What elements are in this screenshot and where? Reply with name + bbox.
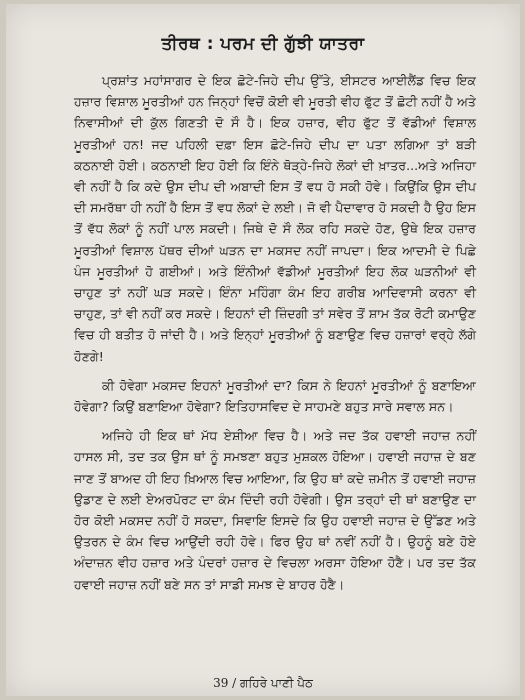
paragraph-2: ਕੀ ਹੋਵੇਗਾ ਮਕਸਦ ਇਹਨਾਂ ਮੂਰਤੀਆਂ ਦਾ? ਕਿਸ ਨੇ ਇਹਨਾਂ ਮੂਰਤੀਆਂ ਨੂੰ ਬਣਾਇਆ ਹੋਵੇਗਾ? ਕਿਉਂ ਬਣਾਇਆ ਹੋਵੇਗਾ? ਇਤਿਹਾਸਵਿਦ ਦੇ ਸਾਹਮਣੇ ਬਹੁਤ ਸਾਰੇ ਸਵਾਲ ਸਨ।: [74, 377, 476, 415]
paragraph-3: ਅਜਿਹੇ ਹੀ ਇਕ ਥਾਂ ਮੱਧ ਏਸ਼ੀਆ ਵਿਚ ਹੈ। ਅਤੇ ਜਦ ਤੱਕ ਹਵਾਈ ਜਹਾਜ਼ ਨਹੀਂ ਹਾਸਲ ਸੀ, ਤਦ ਤਕ ਉਸ ਥਾਂ ਨੂੰ ਸਮਝਣਾ ਬਹੁਤ ਮੁਸ਼ਕਲ ਹੋਇਆ। ਹਵਾਈ ਜਹਾਜ਼ ਦੇ ਬਣ ਜਾਣ ਤੋਂ ਬਾਅਦ ਹੀ ਇਹ ਖ਼ਿਆਲ ਵਿਚ ਆਇਆ, ਕਿ ਉਹ ਥਾਂ ਕਦੇ ਜ਼ਮੀਨ ਤੋਂ ਹਵਾਈ ਜਹਾਜ਼ ਉਡਾਣ ਦੇ ਲਈ ਏਅਰਪੋਰਟ ਦਾ ਕੰਮ ਦਿੰਦੀ ਰਹੀ ਹੋਵੇਗੀ। ਉਸ ਤਰ੍ਹਾਂ ਦੀ ਥਾਂ ਬਣਾਉਣ ਦਾ ਹੋਰ ਕੋਈ ਮਕਸਦ ਨਹੀਂ ਹੋ ਸਕਦਾ, ਸਿਵਾਇ ਇਸਦੇ ਕਿ ਉਹ ਹਵਾਈ ਜਹਾਜ਼ ਦੇ ਉੱਡਣ ਅਤੇ ਉਤਰਨ ਦੇ ਕੰਮ ਵਿਚ ਆਉਂਦੀ ਰਹੀ ਹੋਵੇ। ਫਿਰ ਉਹ ਥਾਂ ਨਵੀਂ ਨਹੀਂ ਹੈ। ਉਹਨੂੰ ਬਣੇ ਹੋਏ ਅੰਦਾਜ਼ਨ ਵੀਹ ਹਜ਼ਾਰ ਅਤੇ ਪੰਦਰਾਂ ਹਜ਼ਾਰ ਦੇ ਵਿਚਲਾ ਅਰਸਾ ਹੋਇਆ ਹੋਣੈ। ਪਰ ਤਦ ਤੱਕ ਹਵਾਈ ਜਹਾਜ਼ ਨਹੀਂ ਬਣੇ ਸਨ ਤਾਂ ਸਾਡੀ ਸਮਝ ਦੇ ਬਾਹਰ ਹੋਣੈ।: [74, 428, 476, 592]
chapter-title: ਤੀਰਥ : ਪਰਮ ਦੀ ਗੁੱਝੀ ਯਾਤਰਾ: [161, 34, 365, 54]
body-text: [74, 70, 476, 595]
paragraph-1: ਪ੍ਰਸ਼ਾਂਤ ਮਹਾਂਸਾਗਰ ਦੇ ਇਕ ਛੋਟੇ-ਜਿਹੇ ਦੀਪ ਉੱਤੇ, ਈਸਟਰ ਆਈਲੈਂਡ ਵਿਚ ਇਕ ਹਜ਼ਾਰ ਵਿਸ਼ਾਲ ਮੂਰਤੀਆਂ ਹਨ ਜਿਨ੍ਹਾਂ ਵਿਚੋਂ ਕੋਈ ਵੀ ਮੂਰਤੀ ਵੀਹ ਫੁੱਟ ਤੋਂ ਛੋਟੀ ਨਹੀਂ ਹੈ ਅਤੇ ਨਿਵਾਸੀਆਂ ਦੀ ਕੁੱਲ ਗਿਣਤੀ ਦੋ ਸੌ ਹੈ। ਇਕ ਹਜ਼ਾਰ, ਵੀਹ ਫੁੱਟ ਤੋਂ ਵੱਡੀਆਂ ਵਿਸ਼ਾਲ ਮੂਰਤੀਆਂ ਹਨ! ਜਦ ਪਹਿਲੀ ਦਫ਼ਾ ਇਸ ਛੋਟੇ-ਜਿਹੇ ਦੀਪ ਦਾ ਪਤਾ ਲਗਿਆ ਤਾਂ ਬੜੀ ਕਠਨਾਈ ਹੋਈ। ਕਠਨਾਈ ਇਹ ਹੋਈ ਕਿ ਇੰਨੇ ਥੋੜ੍ਹੇ-ਜਿਹੇ ਲੋਕਾਂ ਦੀ ਖ਼ਾਤਰ...ਅਤੇ ਅਜਿਹਾ ਵੀ ਨਹੀਂ ਹੈ ਕਿ ਕਦੇ ਉਸ ਦੀਪ ਦੀ ਅਬਾਦੀ ਇਸ ਤੋਂ ਵਧ ਹੋ ਸਕੀ ਹੋਵੇ। ਕਿਉਂਕਿ ਉਸ ਦੀਪ ਦੀ ਸਮਰੱਥਾ ਹੀ ਨਹੀਂ ਹੈ ਇਸ ਤੋਂ ਵਧ ਲੋਕਾਂ ਦੇ ਲਈ। ਜੋ ਵੀ ਪੈਦਾਵਾਰ ਹੋ ਸਕਦੀ ਹੈ ਉਹ ਇਸ ਤੋਂ ਵੱਧ ਲੋਕਾਂ ਨੂੰ ਨਹੀਂ ਪਾਲ ਸਕਦੀ। ਜਿਥੇ ਦੋ ਸੌ ਲੋਕ ਰਹਿ ਸਕਦੇ ਹੋਣ, ਉਥੇ ਇਕ ਹਜ਼ਾਰ ਮੂਰਤੀਆਂ ਵਿਸ਼ਾਲ ਪੱਥਰ ਦੀਆਂ ਘੜਨ ਦਾ ਮਕਸਦ ਨਹੀਂ ਜਾਪਦਾ। ਇਕ ਆਦਮੀ ਦੇ ਪਿਛੇ ਪੰਜ ਮੂਰਤੀਆਂ ਹੋ ਗਈਆਂ। ਅਤੇ ਇੰਨੀਆਂ ਵੱਡੀਆਂ ਮੂਰਤੀਆਂ ਇਹ ਲੋਕ ਘੜਨੀਆਂ ਵੀ ਚਾਹੁਣ ਤਾਂ ਨਹੀਂ ਘੜ ਸਕਦੇ। ਇੰਨਾ ਮਹਿੰਗਾ ਕੰਮ ਇਹ ਗਰੀਬ ਆਦਿਵਾਸੀ ਕਰਨਾ ਵੀ ਚਾਹੁਣ, ਤਾਂ ਵੀ ਨਹੀਂ ਕਰ ਸਕਦੇ। ਇਹਨਾਂ ਦੀ ਜ਼ਿੰਦਗੀ ਤਾਂ ਸਵੇਰ ਤੋਂ ਸ਼ਾਮ ਤੱਕ ਰੋਟੀ ਕਮਾਉਣ ਵਿਚ ਹੀ ਬਤੀਤ ਹੋ ਜਾਂਦੀ ਹੈ। ਅਤੇ ਇਨ੍ਹਾਂ ਮੂਰਤੀਆਂ ਨੂੰ ਬਣਾਉਣ ਵਿਚ ਹਜ਼ਾਰਾਂ ਵਰ੍ਹੇ ਲੱਗੇ ਹੋਣਗੇ!: [74, 73, 477, 364]
page-footer: 39 / ਗਹਿਰੇ ਪਾਣੀ ਪੈਠ: [213, 676, 313, 690]
book-page: [6, 4, 520, 696]
